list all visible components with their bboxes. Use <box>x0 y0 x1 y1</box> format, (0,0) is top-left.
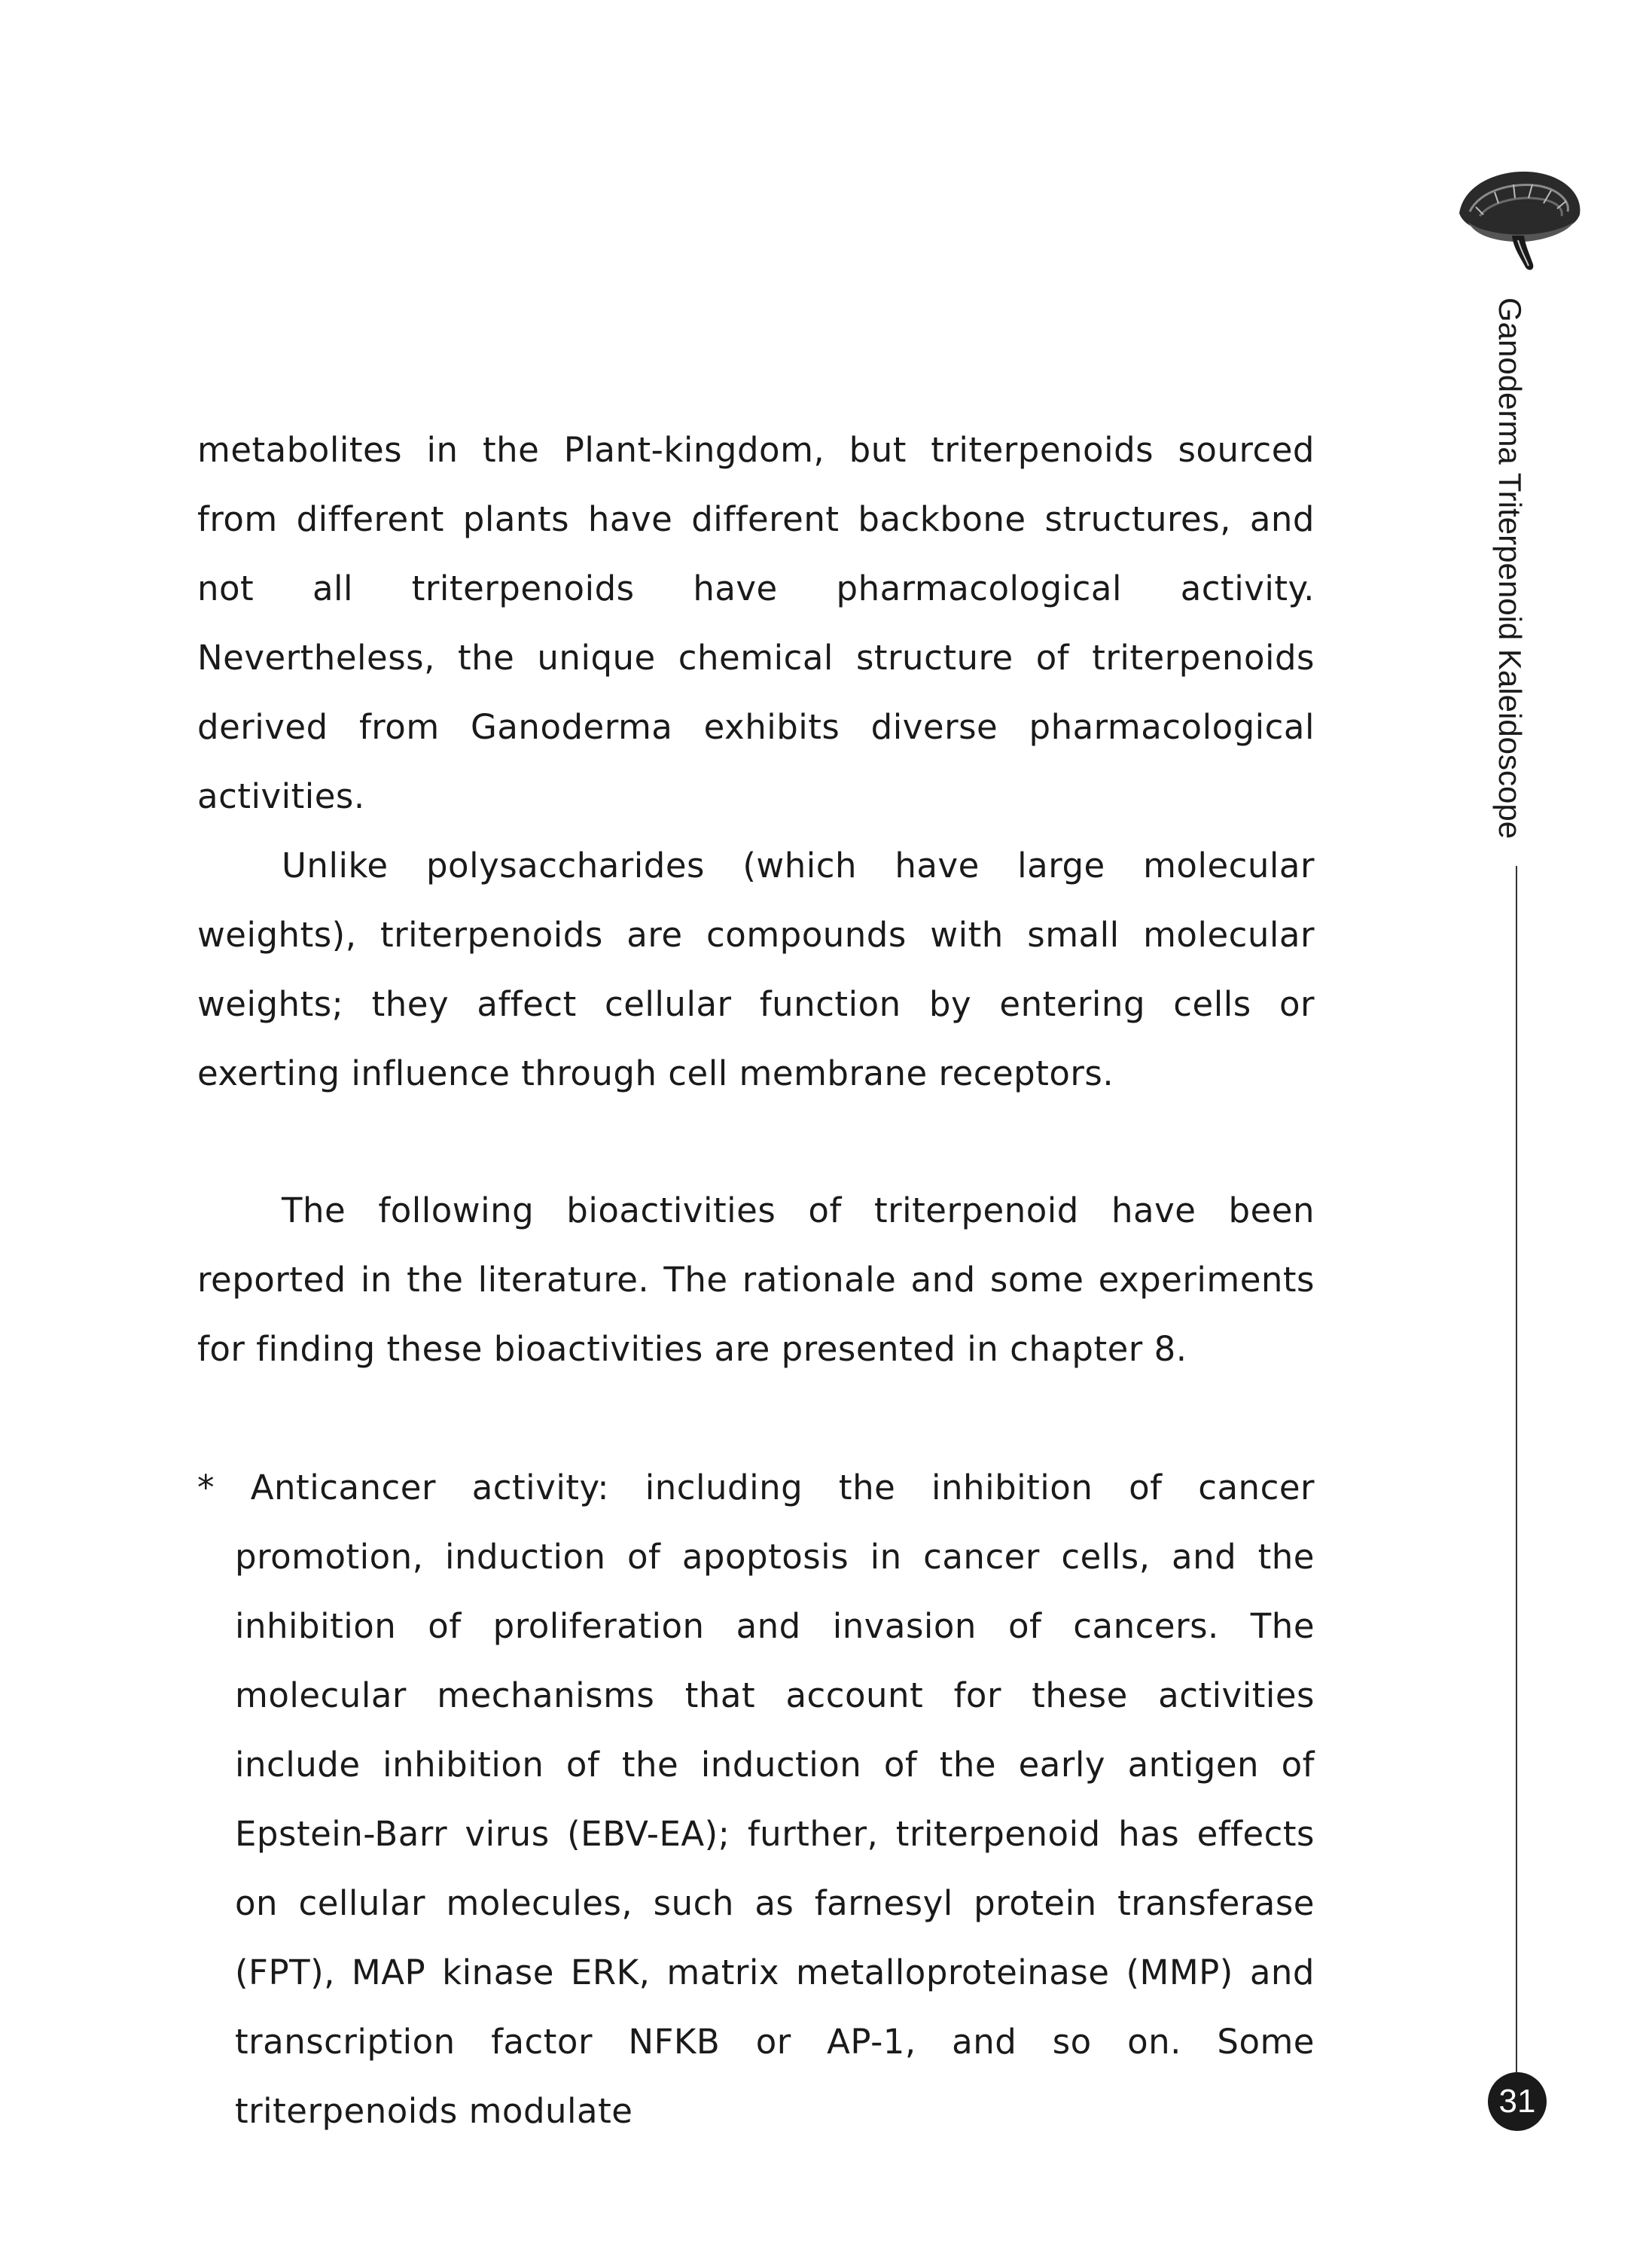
paragraph-text: The following bioactivities of triterpenoid have been reported in the literature. The rationale and some experiments for finding these bioactivities are presented in chapter 8. <box>197 1190 1315 1369</box>
paragraph-text: Unlike polysaccharides (which have large molecular weights), triterpenoids are compounds with small molecular weights; they affect cellular function by entering cells or exerting influence through cell membrane receptors. <box>197 846 1315 1093</box>
bullet-item <box>197 1453 1315 2146</box>
page-number: 31 <box>1488 2072 1547 2131</box>
paragraph-text: metabolites in the Plant-kingdom, but triterpenoids sourced from different plants have different backbone structures, and not all triterpenoids have pharmacological activity. Nevertheless, the unique chemical structure of triterpenoids derived from Ganoderma exhibits diverse pharmacological activities. <box>197 430 1315 816</box>
running-title: Ganoderma Triterpenoid Kaleidoscope <box>1492 297 1528 840</box>
side-divider <box>1516 866 1517 2072</box>
reishi-mushroom-icon <box>1453 162 1585 275</box>
body-paragraph <box>197 831 1315 1108</box>
body-paragraph <box>197 416 1315 831</box>
bullet-text: * Anticancer activity: including the inhibition of cancer promotion, induction of apoptosis in cancer cells, and the inhibition of proliferation and invasion of cancers. The molecular mechanisms that account for these activities include inhibition of the induction of the early antigen of Epstein-Barr virus (EBV-EA); further, triterpenoid has effects on cellular molecules, such as farnesyl protein transferase (FPT), MAP kinase ERK, matrix metalloproteinase (MMP) and transcription factor NFKB or AP-1, and so on. Some triterpenoids modulate <box>197 1468 1315 2131</box>
body-paragraph <box>197 1176 1315 1384</box>
